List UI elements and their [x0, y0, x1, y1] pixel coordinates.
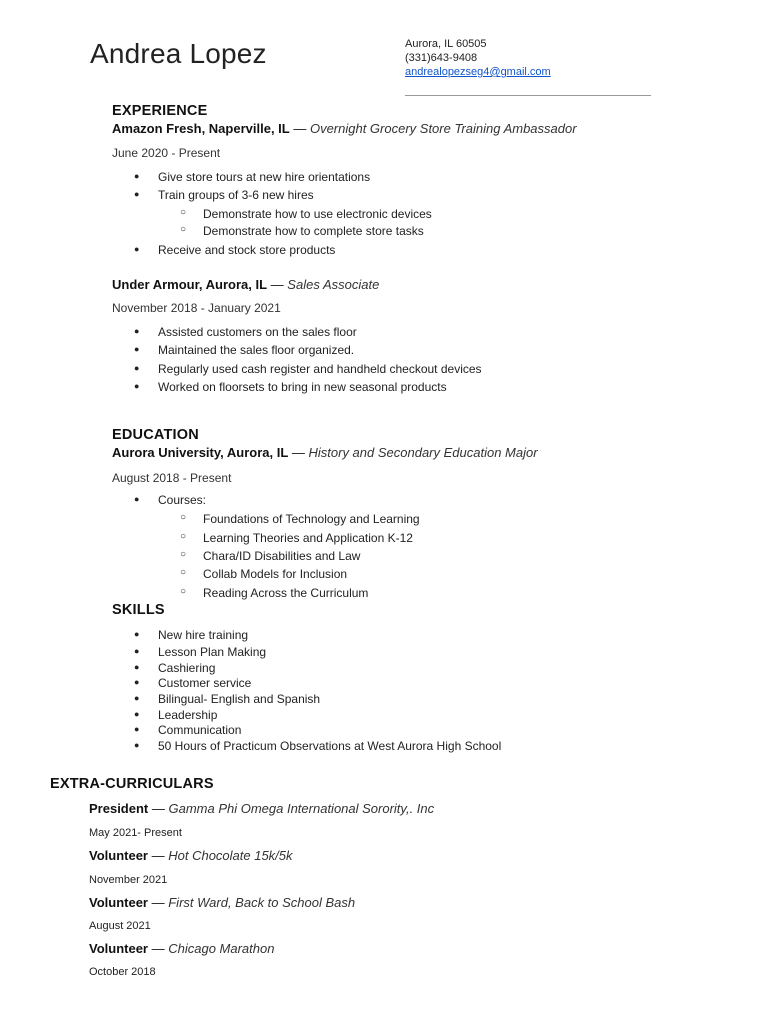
activity-org: Hot Chocolate 15k/5k	[168, 848, 293, 863]
list-item: ● Regularly used cash register and handheld checkout devices	[134, 362, 482, 376]
list-item: ● Bilingual- English and Spanish	[134, 692, 321, 706]
job-title-line	[112, 277, 379, 292]
resume-name: Andrea Lopez	[90, 38, 267, 69]
list-item: ● Receive and stock store products	[134, 243, 336, 257]
bullet-icon: ●	[134, 693, 140, 703]
list-item: ● Leadership	[134, 708, 218, 722]
list-item: ● New hire training	[134, 628, 249, 642]
contact-phone: (331)643-9408	[405, 52, 478, 64]
skills-heading: SKILLS	[112, 602, 165, 618]
bullet-icon: ●	[134, 709, 140, 719]
activity-org: Gamma Phi Omega International Sorority,. Inc	[168, 801, 435, 816]
sub-list-item: ○ Collab Models for Inclusion	[180, 567, 348, 581]
header-divider	[405, 95, 651, 96]
job-dates: November 2018 - January 2021	[112, 301, 281, 315]
sub-list-item: ○ Demonstrate how to use electronic devices	[180, 207, 432, 221]
circle-bullet-icon: ○	[180, 567, 187, 578]
job-dates: June 2020 - Present	[112, 146, 221, 160]
bullet-icon: ●	[134, 189, 140, 199]
list-item: ● Give store tours at new hire orientations	[134, 170, 371, 184]
sub-list-item: ○ Learning Theories and Application K-12	[180, 531, 413, 545]
job-title: Sales Associate	[287, 277, 380, 292]
major: History and Secondary Education Major	[308, 445, 538, 460]
education-heading: EDUCATION	[112, 427, 199, 443]
bullet-icon: ●	[134, 171, 140, 181]
list-item: ● Communication	[134, 723, 242, 737]
bullet-icon: ●	[134, 344, 140, 354]
activity-line: Volunteer — Hot Chocolate 15k/5k	[89, 848, 293, 863]
list-item: ● Lesson Plan Making	[134, 645, 267, 659]
bullet-icon: ●	[134, 629, 140, 639]
education-separator: —	[288, 445, 309, 460]
activity-role: Volunteer	[89, 895, 148, 910]
bullet-icon: ●	[134, 326, 140, 336]
sub-list-item: ○ Reading Across the Curriculum	[180, 586, 369, 600]
list-item: ● 50 Hours of Practicum Observations at West Aurora High School	[134, 739, 502, 753]
circle-bullet-icon: ○	[180, 207, 187, 218]
activity-dates: May 2021- Present	[89, 827, 182, 839]
contact-address: Aurora, IL 60505	[405, 38, 487, 50]
circle-bullet-icon: ○	[180, 512, 187, 523]
list-item: ● Customer service	[134, 676, 252, 690]
bullet-icon: ●	[134, 363, 140, 373]
sub-list-item: ○ Demonstrate how to complete store tasks	[180, 224, 424, 238]
job-separator: —	[289, 121, 310, 136]
activity-dates: October 2018	[89, 966, 156, 978]
bullet-icon: ●	[134, 244, 140, 254]
school-name: Aurora University, Aurora, IL	[112, 445, 289, 460]
experience-heading: EXPERIENCE	[112, 103, 208, 119]
activity-role: President	[89, 801, 149, 816]
contact-email-link[interactable]: andrealopezseg4@gmail.com	[405, 66, 551, 78]
job-title-line	[112, 121, 577, 136]
bullet-icon: ●	[134, 381, 140, 391]
job-org: Under Armour, Aurora, IL	[112, 277, 268, 292]
list-item: ● Assisted customers on the sales floor	[134, 325, 357, 339]
activity-role: Volunteer	[89, 941, 148, 956]
activity-dates: November 2021	[89, 874, 168, 886]
bullet-icon: ●	[134, 677, 140, 687]
sub-list-item: ○ Foundations of Technology and Learning	[180, 512, 420, 526]
list-item: ● Train groups of 3-6 new hires	[134, 188, 314, 202]
activity-line: Volunteer — First Ward, Back to School Bash	[89, 895, 356, 910]
job-org: Amazon Fresh, Naperville, IL	[112, 121, 290, 136]
list-item: ● Courses:	[134, 493, 207, 507]
sub-list-item: ○ Chara/ID Disabilities and Law	[180, 549, 361, 563]
bullet-icon: ●	[134, 724, 140, 734]
activity-line: Volunteer — Chicago Marathon	[89, 941, 275, 956]
circle-bullet-icon: ○	[180, 549, 187, 560]
education-title-line	[112, 445, 538, 460]
activity-org: First Ward, Back to School Bash	[168, 895, 356, 910]
extracurriculars-heading: EXTRA-CURRICULARS	[50, 776, 214, 792]
circle-bullet-icon: ○	[180, 586, 187, 597]
activity-org: Chicago Marathon	[168, 941, 275, 956]
activity-dates: August 2021	[89, 920, 151, 932]
list-item: ● Maintained the sales floor organized.	[134, 343, 355, 357]
list-item: ● Cashiering	[134, 661, 216, 675]
job-title: Overnight Grocery Store Training Ambassador	[309, 121, 577, 136]
circle-bullet-icon: ○	[180, 224, 187, 235]
bullet-icon: ●	[134, 740, 140, 750]
education-dates: August 2018 - Present	[112, 471, 232, 485]
bullet-icon: ●	[134, 494, 140, 504]
bullet-icon: ●	[134, 646, 140, 656]
activity-role: Volunteer	[89, 848, 148, 863]
job-separator: —	[267, 277, 288, 292]
activity-line: President — Gamma Phi Omega International Sorority,. Inc	[89, 801, 435, 816]
circle-bullet-icon: ○	[180, 531, 187, 542]
list-item: ● Worked on floorsets to bring in new seasonal products	[134, 380, 447, 394]
bullet-icon: ●	[134, 662, 140, 672]
